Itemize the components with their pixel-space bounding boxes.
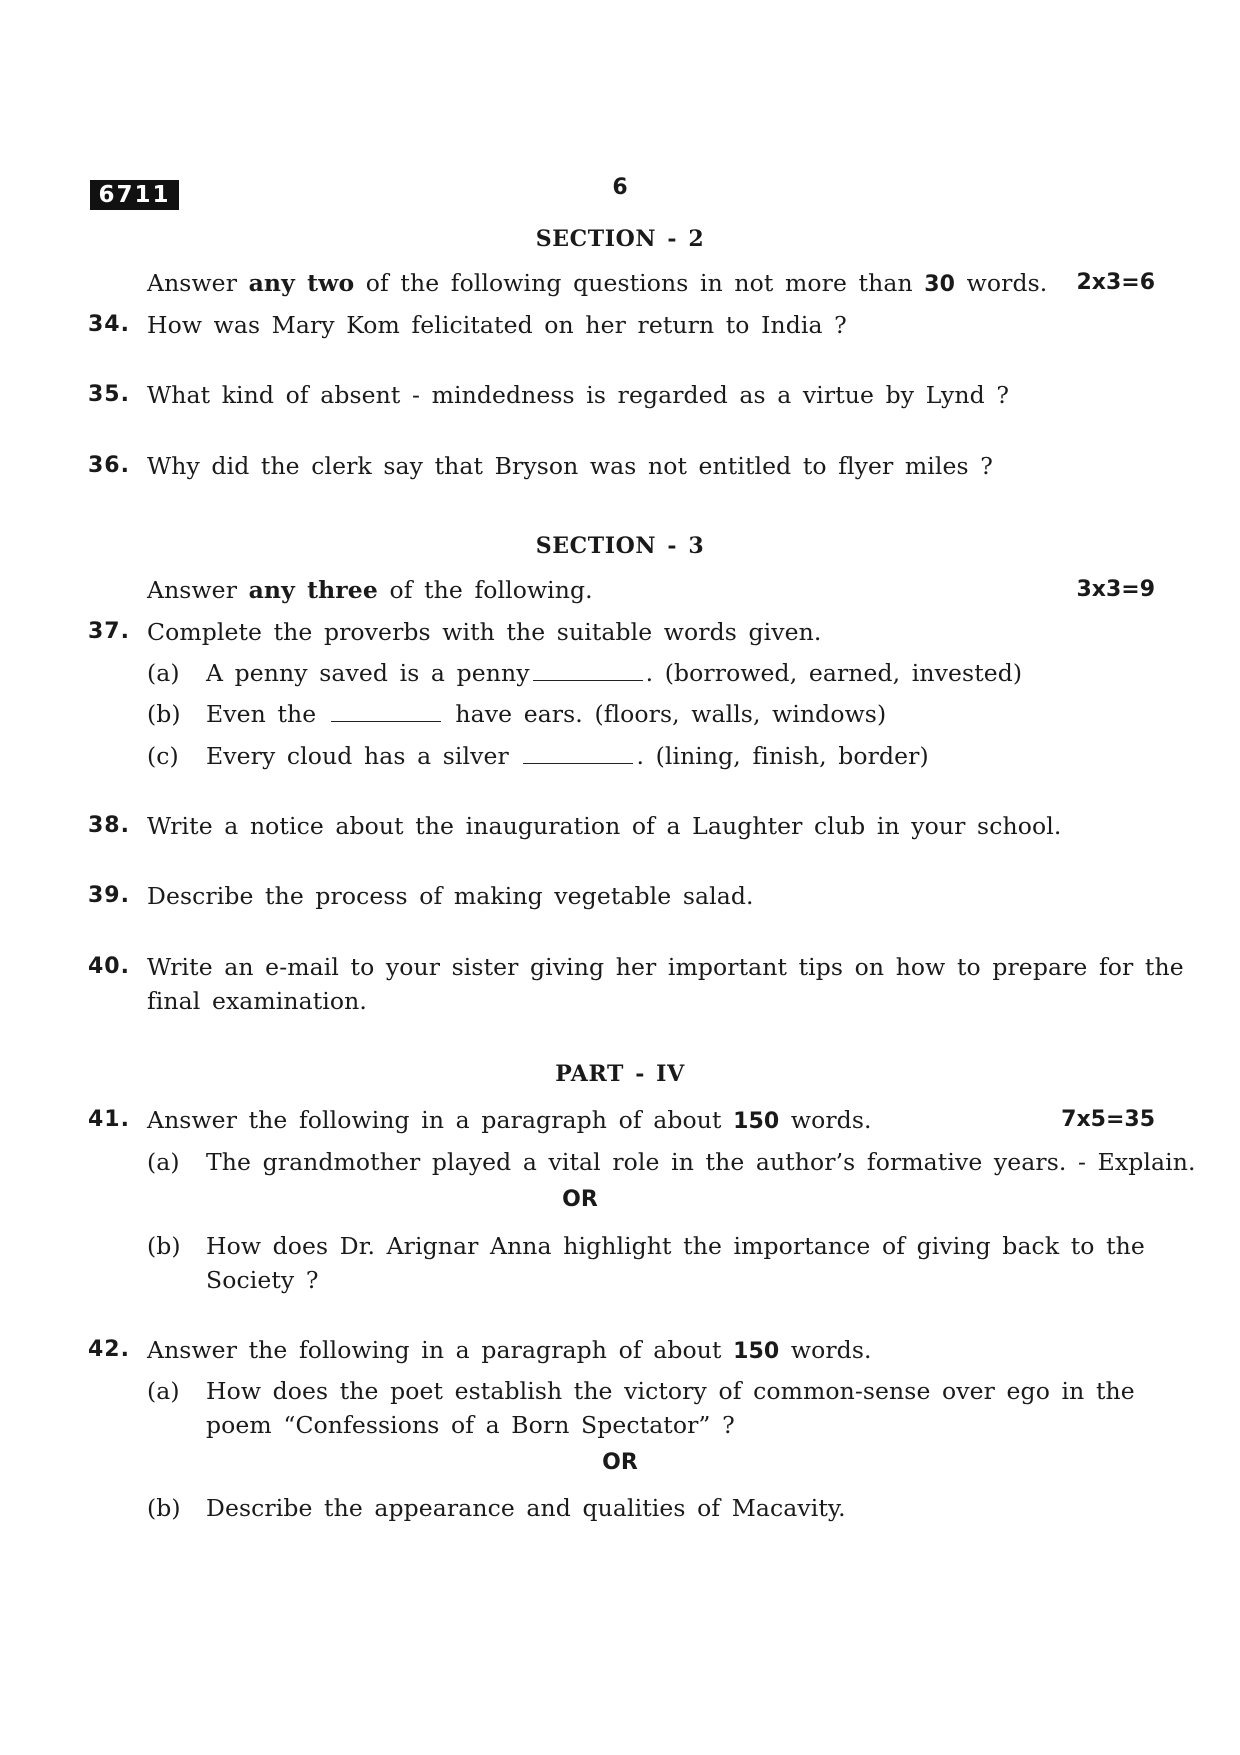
- question-39-text: Describe the process of making vegetable salad.: [147, 882, 754, 910]
- option-a-label: (a): [147, 1377, 180, 1405]
- question-number: 34.: [88, 312, 130, 337]
- question-number: 42.: [88, 1337, 130, 1362]
- question-41b-line-1: How does Dr. Arignar Anna highlight the importance of giving back to the: [206, 1232, 1145, 1260]
- page-number: 6: [612, 175, 628, 200]
- question-35-text: What kind of absent - mindedness is regarded as a virtue by Lynd ?: [147, 381, 1010, 409]
- proverb-a-label: (a): [147, 659, 180, 687]
- question-number: 39.: [88, 883, 130, 908]
- question-42a-line-1: How does the poet establish the victory of common-sense over ego in the: [206, 1377, 1135, 1405]
- section-2-heading: SECTION - 2: [535, 226, 705, 252]
- or-divider: OR: [562, 1187, 598, 1212]
- question-40-line-1: Write an e-mail to your sister giving her important tips on how to prepare for the: [147, 953, 1184, 981]
- section-2-instruction: Answer any two of the following questions in not more than 30 words.: [147, 269, 1048, 297]
- option-b-label: (b): [147, 1494, 181, 1522]
- section-2-marks: 2x3=6: [1076, 270, 1155, 295]
- question-number: 37.: [88, 619, 130, 644]
- proverb-c: Every cloud has a silver . (lining, finish, border): [206, 742, 929, 770]
- section-3-instruction: Answer any three of the following.: [147, 576, 593, 604]
- or-divider: OR: [602, 1450, 638, 1475]
- question-number: 41.: [88, 1107, 130, 1132]
- section-3-marks: 3x3=9: [1076, 577, 1155, 602]
- part-4-marks: 7x5=35: [1061, 1107, 1155, 1132]
- option-a-label: (a): [147, 1148, 180, 1176]
- question-41-text: Answer the following in a paragraph of about 150 words.: [147, 1106, 872, 1134]
- question-37-text: Complete the proverbs with the suitable words given.: [147, 618, 822, 646]
- question-36-text: Why did the clerk say that Bryson was not entitled to flyer miles ?: [147, 452, 993, 480]
- proverb-b-label: (b): [147, 700, 181, 728]
- question-42a-line-2: poem “Confessions of a Born Spectator” ?: [206, 1411, 735, 1439]
- question-34-text: How was Mary Kom felicitated on her return to India ?: [147, 311, 847, 339]
- question-41b-line-2: Society ?: [206, 1266, 319, 1294]
- question-number: 38.: [88, 813, 130, 838]
- proverb-b: Even the have ears. (floors, walls, windows): [206, 700, 887, 728]
- answer-blank: [331, 701, 441, 722]
- part-4-heading: PART - IV: [555, 1061, 685, 1087]
- proverb-c-label: (c): [147, 742, 179, 770]
- question-38-text: Write a notice about the inauguration of a Laughter club in your school.: [147, 812, 1062, 840]
- question-number: 36.: [88, 453, 130, 478]
- question-number: 35.: [88, 382, 130, 407]
- answer-blank: [523, 743, 633, 764]
- proverb-a: A penny saved is a penny . (borrowed, earned, invested): [206, 659, 1023, 687]
- answer-blank: [533, 660, 643, 681]
- section-3-heading: SECTION - 3: [535, 533, 705, 559]
- option-b-label: (b): [147, 1232, 181, 1260]
- question-42-text: Answer the following in a paragraph of about 150 words.: [147, 1336, 872, 1364]
- paper-code-badge: 6711: [90, 180, 179, 210]
- question-42b-text: Describe the appearance and qualities of Macavity.: [206, 1494, 846, 1522]
- question-number: 40.: [88, 954, 130, 979]
- question-40-line-2: final examination.: [147, 987, 367, 1015]
- question-41a-text: The grandmother played a vital role in the author’s formative years. - Explain.: [206, 1148, 1196, 1176]
